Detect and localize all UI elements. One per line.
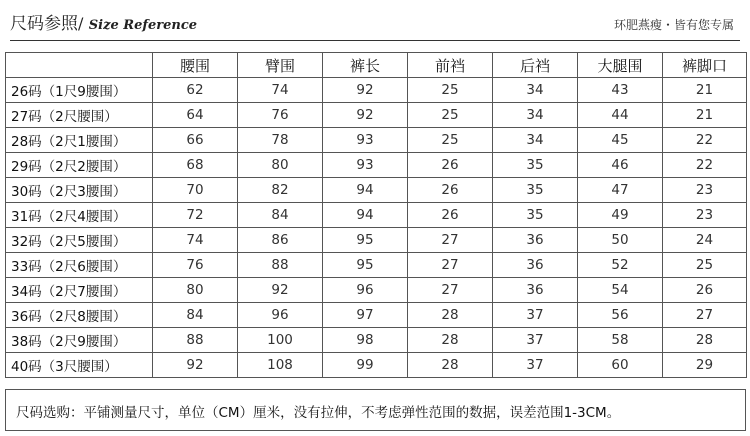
measurement-cell: 84 <box>238 203 323 228</box>
measurement-cell: 23 <box>663 203 747 228</box>
measurement-cell: 36 <box>493 228 578 253</box>
measurement-cell: 44 <box>578 103 663 128</box>
size-label-cell: 30码（2尺3腰围） <box>6 178 153 203</box>
table-row <box>6 178 747 203</box>
measurement-cell: 76 <box>238 103 323 128</box>
size-label-cell: 26码（1尺9腰围） <box>6 78 153 103</box>
table-row <box>6 353 747 378</box>
table-row <box>6 303 747 328</box>
measurement-cell: 88 <box>238 253 323 278</box>
header-cell-back-rise: 后裆 <box>493 53 578 78</box>
table-row <box>6 128 747 153</box>
measurement-cell: 27 <box>408 278 493 303</box>
size-label-cell: 27码（2尺腰围） <box>6 103 153 128</box>
measurement-cell: 21 <box>663 103 747 128</box>
title-english: Size Reference <box>88 18 197 33</box>
measurement-cell: 92 <box>153 353 238 378</box>
measurement-cell: 46 <box>578 153 663 178</box>
measurement-note: 尺码选购：平铺测量尺寸，单位（CM）厘米，没有拉伸，不考虑弹性范围的数据，误差范围1-3CM。 <box>16 405 621 421</box>
measurement-cell: 93 <box>323 153 408 178</box>
measurement-cell: 25 <box>408 103 493 128</box>
measurement-cell: 93 <box>323 128 408 153</box>
measurement-cell: 80 <box>153 278 238 303</box>
measurement-cell: 34 <box>493 128 578 153</box>
measurement-cell: 25 <box>408 128 493 153</box>
table-row <box>6 328 747 353</box>
size-label-cell: 32码（2尺5腰围） <box>6 228 153 253</box>
table-row <box>6 103 747 128</box>
measurement-cell: 22 <box>663 153 747 178</box>
measurement-cell: 74 <box>153 228 238 253</box>
measurement-cell: 28 <box>408 328 493 353</box>
header-cell-waist: 腰围 <box>153 53 238 78</box>
measurement-note-box <box>5 389 746 431</box>
measurement-cell: 80 <box>238 153 323 178</box>
table-body <box>6 78 747 378</box>
measurement-cell: 92 <box>323 78 408 103</box>
measurement-cell: 94 <box>323 203 408 228</box>
measurement-cell: 88 <box>153 328 238 353</box>
table-row <box>6 253 747 278</box>
measurement-cell: 27 <box>408 228 493 253</box>
measurement-cell: 98 <box>323 328 408 353</box>
measurement-cell: 21 <box>663 78 747 103</box>
measurement-cell: 95 <box>323 253 408 278</box>
measurement-cell: 49 <box>578 203 663 228</box>
measurement-cell: 27 <box>408 253 493 278</box>
measurement-cell: 37 <box>493 303 578 328</box>
measurement-cell: 36 <box>493 253 578 278</box>
size-label-cell: 34码（2尺7腰围） <box>6 278 153 303</box>
measurement-cell: 29 <box>663 353 747 378</box>
measurement-cell: 94 <box>323 178 408 203</box>
header-divider <box>10 40 740 41</box>
header-cell-hip: 臂围 <box>238 53 323 78</box>
measurement-cell: 25 <box>408 78 493 103</box>
size-label-cell: 40码（3尺腰围） <box>6 353 153 378</box>
page-title <box>10 9 197 34</box>
measurement-cell: 70 <box>153 178 238 203</box>
measurement-cell: 26 <box>408 203 493 228</box>
title-separator: / <box>78 14 84 33</box>
size-label-cell: 28码（2尺1腰围） <box>6 128 153 153</box>
table-header-row <box>6 53 747 78</box>
page-header <box>0 0 750 46</box>
measurement-cell: 92 <box>238 278 323 303</box>
brand-slogan: 环肥燕瘦・皆有您专属 <box>613 18 734 32</box>
measurement-cell: 68 <box>153 153 238 178</box>
measurement-cell: 35 <box>493 178 578 203</box>
measurement-cell: 47 <box>578 178 663 203</box>
measurement-cell: 28 <box>408 303 493 328</box>
size-label-cell: 38码（2尺9腰围） <box>6 328 153 353</box>
header-cell-size <box>6 53 153 78</box>
measurement-cell: 86 <box>238 228 323 253</box>
measurement-cell: 60 <box>578 353 663 378</box>
measurement-cell: 56 <box>578 303 663 328</box>
measurement-cell: 27 <box>663 303 747 328</box>
measurement-cell: 78 <box>238 128 323 153</box>
measurement-cell: 96 <box>323 278 408 303</box>
measurement-cell: 74 <box>238 78 323 103</box>
measurement-cell: 95 <box>323 228 408 253</box>
measurement-cell: 52 <box>578 253 663 278</box>
table-row <box>6 153 747 178</box>
measurement-cell: 26 <box>408 178 493 203</box>
size-table <box>5 52 747 378</box>
measurement-cell: 35 <box>493 203 578 228</box>
measurement-cell: 92 <box>323 103 408 128</box>
measurement-cell: 50 <box>578 228 663 253</box>
size-label-cell: 29码（2尺2腰围） <box>6 153 153 178</box>
measurement-cell: 35 <box>493 153 578 178</box>
measurement-cell: 108 <box>238 353 323 378</box>
measurement-cell: 66 <box>153 128 238 153</box>
measurement-cell: 26 <box>663 278 747 303</box>
measurement-cell: 28 <box>663 328 747 353</box>
measurement-cell: 22 <box>663 128 747 153</box>
header-cell-front-rise: 前裆 <box>408 53 493 78</box>
measurement-cell: 82 <box>238 178 323 203</box>
size-label-cell: 33码（2尺6腰围） <box>6 253 153 278</box>
measurement-cell: 25 <box>663 253 747 278</box>
measurement-cell: 43 <box>578 78 663 103</box>
measurement-cell: 76 <box>153 253 238 278</box>
measurement-cell: 34 <box>493 103 578 128</box>
measurement-cell: 36 <box>493 278 578 303</box>
measurement-cell: 100 <box>238 328 323 353</box>
measurement-cell: 54 <box>578 278 663 303</box>
measurement-cell: 37 <box>493 353 578 378</box>
measurement-cell: 45 <box>578 128 663 153</box>
measurement-cell: 72 <box>153 203 238 228</box>
measurement-cell: 24 <box>663 228 747 253</box>
table-row <box>6 78 747 103</box>
measurement-cell: 62 <box>153 78 238 103</box>
size-label-cell: 31码（2尺4腰围） <box>6 203 153 228</box>
measurement-cell: 99 <box>323 353 408 378</box>
measurement-cell: 23 <box>663 178 747 203</box>
header-cell-length: 裤长 <box>323 53 408 78</box>
table-row <box>6 203 747 228</box>
measurement-cell: 58 <box>578 328 663 353</box>
measurement-cell: 84 <box>153 303 238 328</box>
title-chinese: 尺码参照 <box>10 14 78 34</box>
measurement-cell: 28 <box>408 353 493 378</box>
header-cell-thigh: 大腿围 <box>578 53 663 78</box>
table-row <box>6 228 747 253</box>
measurement-cell: 34 <box>493 78 578 103</box>
measurement-cell: 96 <box>238 303 323 328</box>
measurement-cell: 97 <box>323 303 408 328</box>
table-row <box>6 278 747 303</box>
measurement-cell: 64 <box>153 103 238 128</box>
measurement-cell: 26 <box>408 153 493 178</box>
header-cell-leg-opening: 裤脚口 <box>663 53 747 78</box>
size-label-cell: 36码（2尺8腰围） <box>6 303 153 328</box>
measurement-cell: 37 <box>493 328 578 353</box>
